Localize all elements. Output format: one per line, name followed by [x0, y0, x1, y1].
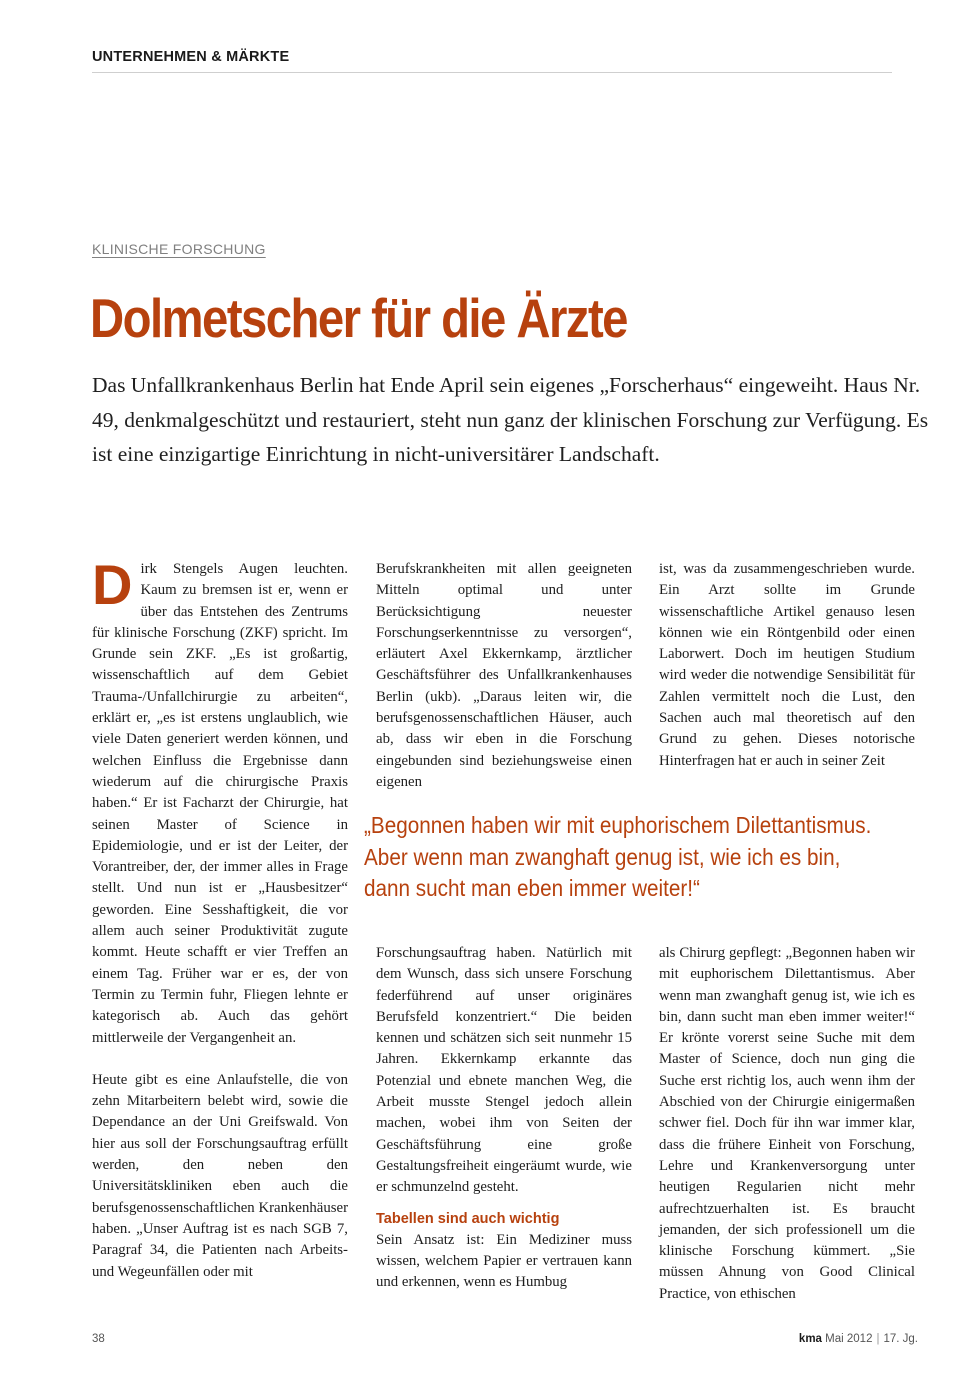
body-paragraph: Forschungsauftrag haben. Natürlich mit dem Wunsch, dass sich unsere Forschung federführend auf unser originäres Berufsfeld konzentriert.“ Die beiden kennen und schätzen sich seit nunmehr 15 Jahren. Ekkernkamp erkannte das Potenzial und ebnete manchen Weg, die Arbeit musste Stengel jedoch allein machen, wobei ihm von Seiten der Geschäftsführung eine große Gestaltungsfreiheit eingeräumt wurde, wie er schmunzelnd gesteht. [376, 945, 632, 1196]
column-2-bottom [376, 943, 632, 1294]
column-3-bottom [659, 943, 915, 1305]
paragraph-text: irk Stengels Augen leuchten. Kaum zu bremsen ist er, wenn er über das Entstehen des Zentrums für klinische Forschung (ZKF) spricht. Im Grunde sein ZKF. „Es ist großartig, wissenschaftlich auf dem Gebiet Trauma-/Unfallchirurgie zu arbeiten“, erklärt er, „es ist erstens unglaublich, wie viele Daten generiert werden können, und welchen Einfluss die Ergebnisse dann wiederum auf die chirurgische Praxis haben.“ Er ist Facharzt der Chirurgie, hat seinen Master of Science in Epidemiologie, und er ist der Leiter, der Vorantreiber, der, der immer alles in Frage stellt. Und nun ist er „Hausbesitzer“ geworden. Eine Sesshaftigkeit, die vor allem auch seiner Produktivität zugute kommt. Heute schafft er vier Treffen an einem Tag. Früher war er es, der von Termin zu Termin fuhr, Fliegen lehnte er kategorisch ab. Auch das gehört mittlerweile der Vergangenheit an. [92, 561, 348, 1046]
body-paragraph: Sein Ansatz ist: Ein Mediziner muss wissen, welchem Papier er vertrauen kann und erkennen, wenn es Humbug [376, 1231, 632, 1291]
body-paragraph: Heute gibt es eine Anlaufstelle, die von zehn Mitarbeitern belebt wird, sowie die Dependance an der Uni Greifswald. Von hier aus soll der Forschungsauftrag erfüllt werden, den neben den Universitätskliniken eben auch die berufsgenossenschaftlichen Krankenhäuser haben. „Unser Auftrag ist es nach SGB 7, Paragraf 34, die Patienten nach Arbeits- und Wegeunfällen oder mit [92, 1071, 348, 1280]
column-3-top [659, 559, 915, 772]
body-paragraph [92, 553, 348, 1049]
footer-info [799, 1333, 918, 1345]
section-header: UNTERNEHMEN & MÄRKTE [92, 49, 290, 65]
drop-cap: D [92, 553, 133, 616]
body-paragraph: ist, was da zusammengeschrieben wurde. Ein Arzt sollte im Grunde wissenschaftliche Artikel genauso lesen können wie ein Röntgenbild oder einen Laborwert. Doch im heutigen Studium wird weder die notwendige Sensibilität für Zahlen vermittelt noch die Lust, den Sachen auch mal theoretisch auf den Grund zu gehen. Dieses notorische Hinterfragen hat er auch in seiner Zeit [659, 561, 915, 769]
article-lead: Das Unfallkrankenhaus Berlin hat Ende April sein eigenes „Forscherhaus“ eingeweiht. Haus Nr. 49, denkmalgeschützt und restauriert, steht nun ganz der klinischen Forschung zur Verfügung. Es ist eine einzigartige Einrichtung in nicht-universitärer Landschaft. [92, 373, 929, 466]
footer-separator: | [876, 1333, 880, 1345]
magazine-logo: kma [798, 1333, 822, 1345]
article-kicker: KLINISCHE FORSCHUNG [92, 241, 266, 257]
header-divider [92, 72, 892, 73]
body-paragraph: Berufskrankheiten mit allen geeigneten Mitteln optimal und unter Berücksichtigung neuester Forschungserkenntnisse zu versorgen“, erläutert Axel Ekkernkamp, ärztlicher Geschäftsführer des Unfallkrankenhauses Berlin (ukb). „Daraus leiten wir, die berufsgenossenschaftlichen Häuser, auch ab, dass wir eben in die Forschung eingebunden sind beziehungsweise einen eigenen [376, 561, 632, 790]
body-paragraph: als Chirurg gepflegt: „Begonnen haben wir mit euphorischem Dilettantismus. Aber wenn man zwanghaft genug ist, wie ich es bin, dann sucht man eben immer weiter!“ Er krönte vorerst seine Suche mit dem Master of Science, doch nun ging die Suche erst richtig los, auch wenn ihm der Abschied von der Chirurgie einigermaßen schwer fiel. Doch für ihn war immer klar, dass die frühere Einheit von Forschung, Lehre und Krankenversorgung unter heutigen Regularien nicht mehr aufrechtzuerhalten ist. Es braucht jemanden, der sich professionell um die klinische Forschung kümmert. „Sie müssen Ahnung von Good Clinical Practice, von ethischen [659, 945, 915, 1302]
page-number: 38 [92, 1333, 105, 1345]
article-headline: Dolmetscher für die Ärzte [90, 287, 627, 349]
pull-quote: „Begonnen haben wir mit euphorischem Dilettantismus. Aber wenn man zwanghaft genug ist, wie ich es bin, dann sucht man eben immer weiter!“ [364, 812, 872, 901]
subheading: Tabellen sind auch wichtig [376, 1210, 560, 1227]
volume-label: 17. Jg. [883, 1333, 918, 1345]
column-1 [92, 553, 348, 1283]
column-2-top [376, 559, 632, 793]
issue-date: Mai 2012 [825, 1333, 873, 1345]
